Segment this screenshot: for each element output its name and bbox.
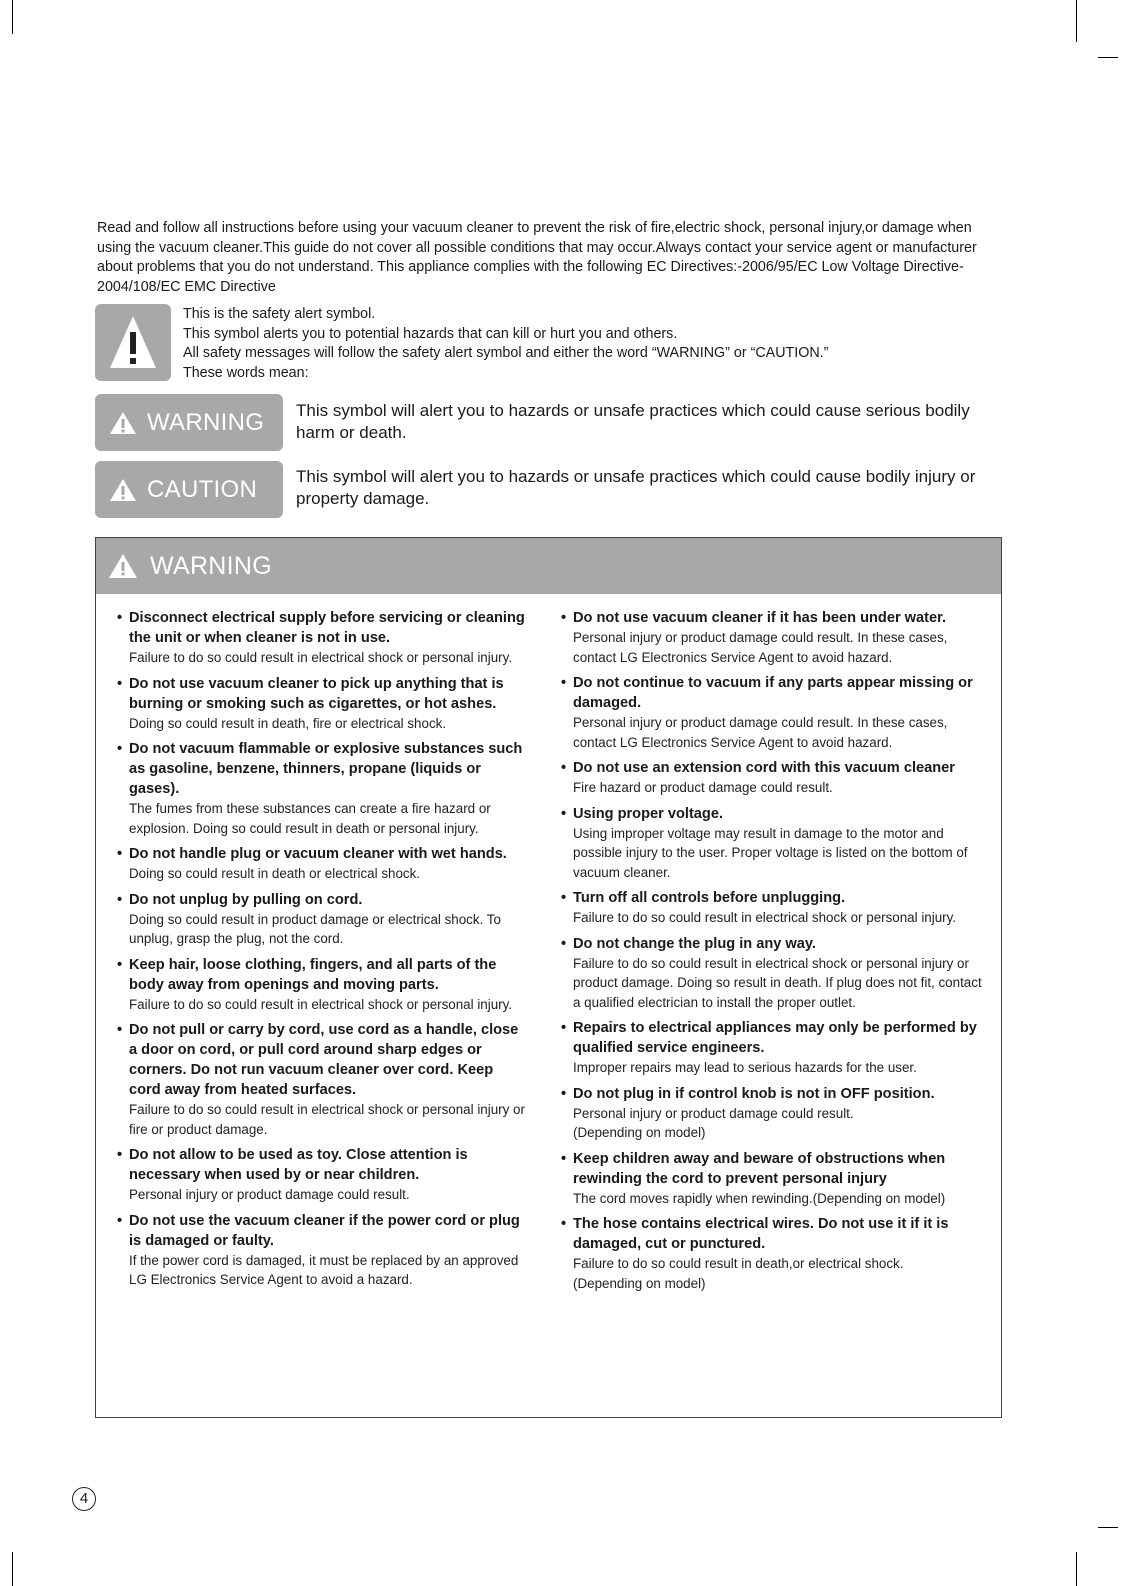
warning-item (117, 844, 527, 884)
crop-mark-right-bottom (1098, 1527, 1118, 1528)
alert-line: This is the safety alert symbol. (183, 306, 376, 322)
warning-item-desc: The cord moves rapidly when rewinding.(Depending on model) (573, 1190, 946, 1206)
crop-mark-top-left (12, 0, 13, 34)
warning-item (561, 608, 991, 667)
warning-item-title: • Using proper voltage. (561, 804, 991, 824)
warning-item-title: • Do not handle plug or vacuum cleaner with wet hands. (117, 844, 527, 864)
warning-item-desc: Personal injury or product damage could result. In these cases, contact LG Electronics Service Agent to avoid hazard. (573, 715, 948, 750)
warning-item-desc: Failure to do so could result in electrical shock or personal injury or product damage. Doing so result in death. If plug does not fit, contact a qualified electrician to install the proper outlet. (573, 955, 982, 1010)
warning-item (117, 1145, 527, 1205)
caution-triangle-icon (109, 478, 137, 502)
warning-item-title: • Turn off all controls before unplugging. (561, 888, 991, 908)
warning-item-title: • Do not use an extension cord with this vacuum cleaner (561, 758, 991, 778)
warning-item-title: • The hose contains electrical wires. Do not use it if it is damaged, cut or punctured. (561, 1214, 991, 1254)
warning-item-title: • Do not allow to be used as toy. Close attention is necessary when used by or near children. (117, 1145, 527, 1185)
warning-item-desc: Fire hazard or product damage could result. (573, 780, 833, 795)
warning-item (117, 1211, 527, 1290)
warning-item (561, 1018, 991, 1078)
warning-description: This symbol will alert you to hazards or unsafe practices which could cause serious bodily harm or death. (296, 401, 970, 442)
exclamation-icon (108, 314, 158, 370)
warning-panel-header (96, 538, 1001, 594)
warning-item (117, 739, 527, 838)
warning-item-desc: Failure to do so could result in electrical shock or personal injury. (129, 650, 513, 665)
warning-item-desc: Personal injury or product damage could result. In these cases, contact LG Electronics Service Agent to avoid hazard. (573, 630, 948, 665)
warning-item-desc: Failure to do so could result in electrical shock or personal injury. (129, 996, 513, 1012)
warning-item-desc: Doing so could result in death or electrical shock. (129, 866, 421, 881)
warning-item-title: • Do not continue to vacuum if any parts appear missing or damaged. (561, 673, 991, 713)
warning-item-title: • Repairs to electrical appliances may only be performed by qualified service engineers. (561, 1018, 991, 1058)
warning-item-desc: Doing so could result in death, fire or electrical shock. (129, 715, 447, 731)
warning-item-desc: Doing so could result in product damage or electrical shock. To unplug, grasp the plug, not the cord. (129, 911, 501, 946)
warning-label: WARNING (147, 408, 265, 436)
safety-alert-symbol (95, 304, 171, 381)
alert-line: This symbol alerts you to potential hazards that can kill or hurt you and others. (183, 325, 678, 342)
crop-mark-bottom-left (12, 1552, 13, 1586)
warning-column-right (561, 608, 991, 1299)
warning-item (117, 674, 527, 734)
warning-triangle-icon (109, 411, 137, 435)
warning-item-title: • Do not use vacuum cleaner to pick up anything that is burning or smoking such as cigarettes, or hot ashes. (117, 674, 527, 714)
warning-item-desc: Using improper voltage may result in damage to the motor and possible injury to the user. Proper voltage is listed on the bottom of vacuum cleaner. (573, 825, 968, 880)
warning-item-title: • Do not vacuum flammable or explosive substances such as gasoline, benzene, thinners, propane (liquids or gases). (117, 739, 527, 799)
warning-item (561, 1214, 991, 1293)
alert-line: All safety messages will follow the safety alert symbol and either the word “WARNING” or “CAUTION.” (183, 345, 829, 361)
warning-item-desc: Personal injury or product damage could result. (Depending on model) (573, 1105, 854, 1140)
warning-item (117, 955, 527, 1015)
warning-item-title: • Keep children away and beware of obstructions when rewinding the cord to prevent personal injury (561, 1149, 991, 1189)
warning-item-title: • Do not plug in if control knob is not in OFF position. (561, 1084, 991, 1104)
warning-panel-title: WARNING (150, 551, 272, 580)
warning-item-title: • Disconnect electrical supply before servicing or cleaning the unit or when cleaner is not in use. (117, 608, 527, 648)
caution-label: CAUTION (147, 475, 258, 503)
warning-item (561, 934, 991, 1013)
warning-item (561, 1149, 991, 1209)
warning-item-title: • Keep hair, loose clothing, fingers, and all parts of the body away from openings and moving parts. (117, 955, 527, 995)
warning-item (561, 673, 991, 752)
warning-badge (95, 394, 283, 451)
warning-column-left (117, 608, 527, 1296)
alert-description (183, 305, 983, 383)
warning-item (117, 1020, 527, 1139)
warning-item (561, 758, 991, 798)
warning-item-desc: Personal injury or product damage could result. (129, 1187, 410, 1202)
alert-line: These words mean: (183, 364, 309, 381)
warning-item-title: • Do not pull or carry by cord, use cord as a handle, close a door on cord, or pull cord around sharp edges or corners. Do not run vacuum cleaner over cord. Keep cord away from heated surfaces. (117, 1020, 527, 1100)
warning-item-title: • Do not unplug by pulling on cord. (117, 890, 527, 910)
warning-item (561, 888, 991, 928)
page-number: 4 (72, 1487, 96, 1511)
warning-item (117, 890, 527, 949)
warning-item-desc: Improper repairs may lead to serious hazards for the user. (573, 1060, 917, 1075)
crop-mark-bottom-right (1076, 1552, 1077, 1586)
warning-item-desc: Failure to do so could result in electrical shock or personal injury. (573, 910, 957, 925)
intro-paragraph: Read and follow all instructions before using your vacuum cleaner to prevent the risk of fire,electric shock, personal injury,or damage when using the vacuum cleaner.This guide do not cover all possible conditions that may occur.Always contact your service agent or manufacturer about problems that you do not understand. This appliance complies with the following EC Directives:-2006/95/EC Low Voltage Directive-2004/108/EC EMC Directive (97, 220, 977, 295)
warning-item-title: • Do not change the plug in any way. (561, 934, 991, 954)
warning-item (117, 608, 527, 668)
caution-badge (95, 461, 283, 518)
crop-mark-top-right (1076, 0, 1077, 42)
warning-item-desc: The fumes from these substances can create a fire hazard or explosion. Doing so could result in death or personal injury. (129, 801, 491, 836)
warning-item-title: • Do not use the vacuum cleaner if the power cord or plug is damaged or faulty. (117, 1211, 527, 1251)
warning-item-desc: If the power cord is damaged, it must be replaced by an approved LG Electronics Service Agent to avoid a hazard. (129, 1252, 519, 1287)
warning-panel (95, 537, 1002, 1418)
crop-mark-right-top (1098, 57, 1118, 58)
caution-description: This symbol will alert you to hazards or unsafe practices which could cause bodily injury or property damage. (296, 467, 976, 508)
warning-item-desc: Failure to do so could result in death,or electrical shock. (Depending on model) (573, 1256, 904, 1291)
warning-triangle-icon (108, 553, 138, 579)
warning-item-title: • Do not use vacuum cleaner if it has been under water. (561, 608, 991, 628)
warning-item (561, 1084, 991, 1143)
warning-item-desc: Failure to do so could result in electrical shock or personal injury or fire or product damage. (129, 1102, 525, 1137)
warning-item (561, 804, 991, 883)
